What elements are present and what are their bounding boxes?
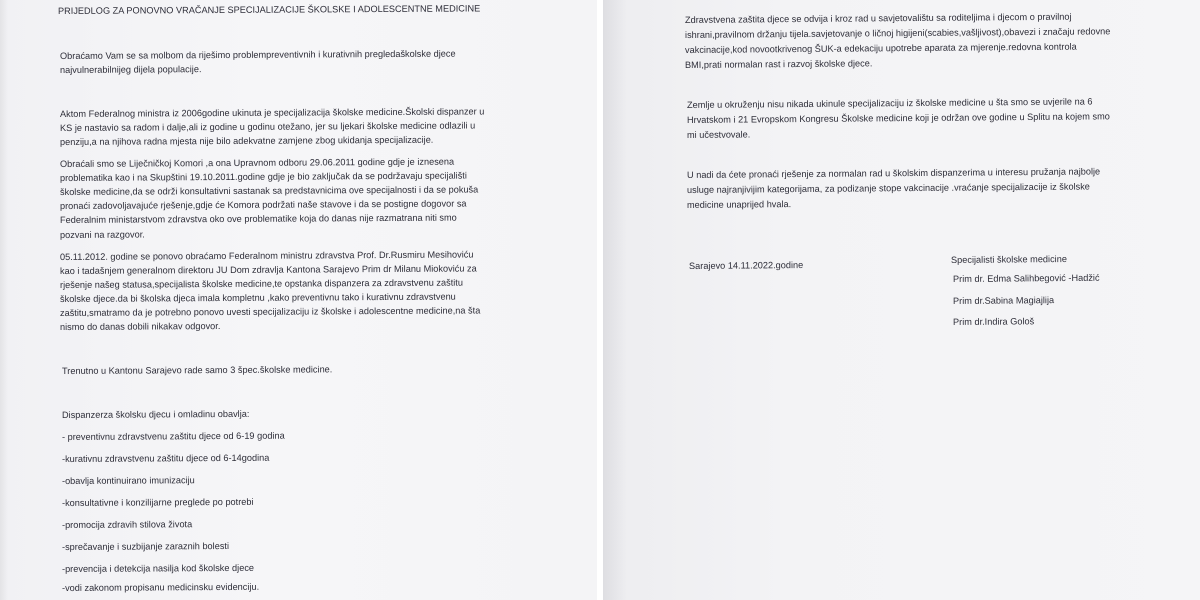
right-para1-line-3: vakcinacije,kod novootkrivenog ŠUK-a edekaciju upotrebe aparata za mjerenje.redovna kontrola — [684, 41, 1077, 55]
para2-line-3: školske medicine,da se održi konsultativni sastanak sa predstavnicima ove specijalnosti i da se pokuša — [59, 184, 479, 197]
para2-line-5: Federalnim ministarstvom zdravstva oko ove problematike koja do danas nije razmatrana niti smo — [59, 212, 457, 225]
para2-line-6: pozvani na razgovor. — [59, 229, 145, 240]
intro-line-2: najvulnerabilnijeg dijela populacije. — [59, 64, 202, 75]
para3-line-5: zaštitu,smatramo da je potrebno ponovo uvesti specijalizaciju iz školske i adolescentne medicine,na šta — [59, 305, 481, 318]
right-para2-line-2: Hrvatskom i 21 Evropskom Kongresu Školske medicine koji je održan ove godine u Splitu na kojem smo — [686, 111, 1110, 125]
signatories-title: Specijalisti školske medicine — [950, 253, 1067, 265]
signatory-name: Prim dr.Indira Gološ — [952, 316, 1035, 327]
list-item: -vodi zakonom propisanu medicinsku evidenciju. — [61, 581, 260, 593]
right-para2-line-3: mi učestvovale. — [686, 129, 751, 140]
list-item: -konsultativne i konzilijarne preglede po potrebi — [61, 496, 254, 508]
right-para1-line-2: ishrani,pravilnom držanju tijela.savjetovanje o ličnoj higijeni(scabies,vašljivost),obavezi i značaju redovne — [684, 26, 1111, 40]
place-and-date: Sarajevo 14.11.2022.godine — [688, 260, 804, 271]
intro-line-1: Obraćamo Vam se sa molbom da riješimo problempreventivnih i kurativnih pregledaškolske djece — [59, 48, 456, 61]
para1-line-1: Aktom Federalnog ministra iz 2006godine ukinuta je specijalizacija školske medicine.Školski dispanzer u — [59, 106, 485, 119]
para2-line-4: pronaći zadovoljavajuće rješenje,gdje će Komora podržati naše stavove i da se postigne dogovor sa — [59, 198, 467, 211]
document-title: PRIJEDLOG ZA PONOVNO VRAČANJE SPECIJALIZACIJE ŠKOLSKE I ADOLESCENTNE MEDICINE — [57, 3, 481, 16]
list-item: -kurativnu zdravstvenu zaštitu djece od 6-14godina — [61, 452, 270, 464]
para2-line-2: problematika kao i na Skupštini 19.10.2011.godine gdje je bio zaključak da se podržavaju specijališti — [59, 170, 467, 183]
duties-list-intro: Dispanzerza školsku djecu i omladinu obavlja: — [61, 408, 250, 420]
para1-line-2: KS je nastavio sa radom i dalje,ali iz godine u godinu otežano, jer su ljekari školske medicine odlazili u — [59, 120, 476, 133]
para3-line-4: školske djece.da bi školska djeca imala kompletnu ,kako preventivnu tako i kurativnu zdravstvenu — [59, 291, 456, 304]
right-para1-line-4: BMI,prati normalan rast i razvoj školske djece. — [684, 58, 873, 70]
right-para3-line-3: medicine unaprijed hvala. — [686, 199, 792, 210]
list-item: -obavlja kontinuirano imunizaciju — [61, 475, 195, 486]
list-item: -sprečavanje i suzbijanje zaraznih bolesti — [61, 540, 230, 552]
right-para2-line-1: Zemlje u okruženju nisu nikada ukinule specijalizaciju iz školske medicine u šta smo se uvjerile na 6 — [686, 96, 1093, 110]
signatory-name: Prim dr.Sabina Magiajlija — [952, 295, 1055, 306]
signatory-name: Prim dr. Edma Salihbegović -Hadžić — [952, 272, 1100, 284]
para3-line-6: nismo do danas dobili nikakav odgovor. — [59, 321, 221, 332]
right-document-page — [603, 0, 1200, 600]
para2-line-1: Obraćali smo se Liječničkoj Komori ,a ona Upravnom odboru 29.06.2011 godine gdje je iznesena — [59, 156, 455, 169]
right-para3-line-2: usluge najranjivijim kategorijama, za podizanje stope vakcinacije .vraćanje specijalizacije iz školske — [686, 181, 1090, 195]
para3-line-1: 05.11.2012. godine se ponovo obraćamo Federalnom ministru zdravstva Prof. Dr.Rusmiru Mesihoviću — [59, 249, 474, 262]
list-item: -promocija zdravih stilova života — [61, 519, 193, 530]
right-para3-line-1: U nadi da ćete pronaći rješenje za normalan rad u školskim dispanzerima u interesu pružanja najbolje — [686, 166, 1101, 180]
para3-line-3: rješenje našeg statusa,specijalista školske medicine,te opstanka dispanzera za zdravstvenu zaštitu — [59, 277, 463, 290]
para3-line-2: kao i tadašnjem generalnom direktoru JU Dom zdravlja Kantona Sarajevo Prim dr Milanu Miokoviću za — [59, 263, 477, 276]
para1-line-3: penziju,a na njihova radna mjesta nije bilo adekvatne zamjene zbog ukidanja specijalizacije. — [59, 134, 434, 147]
list-item: -prevencija i detekcija nasilja kod školske djece — [61, 562, 255, 574]
right-para1-line-1: Zdravstvena zaštita djece se odvija i kroz rad u savjetovalištu sa roditeljima i djecom o pravilnoj — [684, 11, 1072, 25]
current-specialists-note: Trenutno u Kantonu Sarajevo rade samo 3 špec.školske medicine. — [61, 364, 333, 376]
left-document-page — [0, 0, 597, 600]
list-item: - preventivnu zdravstvenu zaštitu djece od 6-19 godina — [61, 430, 285, 442]
